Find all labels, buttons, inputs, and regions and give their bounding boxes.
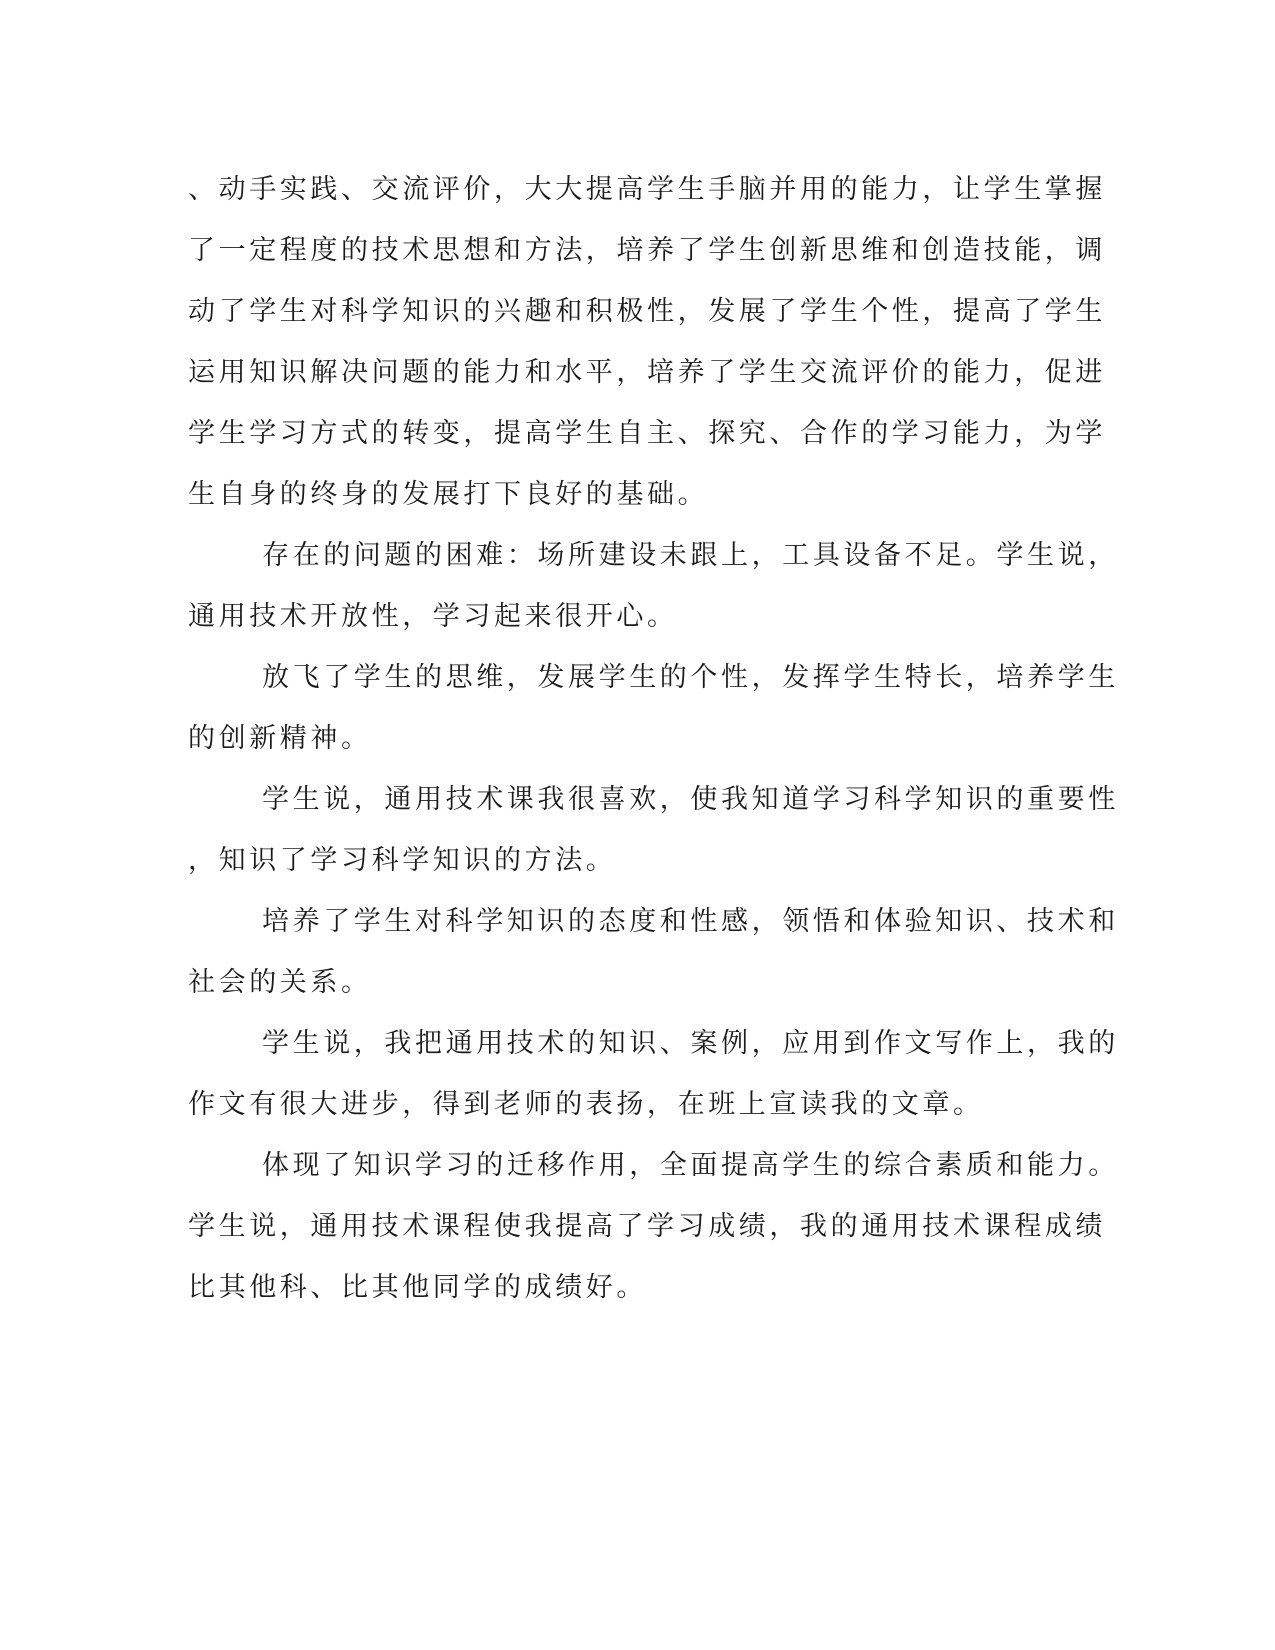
text-line: 的创新精神。 xyxy=(188,723,372,754)
text-line: 学生说，我把通用技术的知识、案例，应用到作文写作上，我的 xyxy=(262,1028,1119,1059)
text-line: 存在的问题的困难：场所建设未跟上，工具设备不足。学生说， xyxy=(262,540,1119,571)
text-line: 比其他科、比其他同学的成绩好。 xyxy=(188,1272,647,1303)
document-body xyxy=(188,159,1119,1318)
text-line: 学生说，通用技术课我很喜欢，使我知道学习科学知识的重要性 xyxy=(262,784,1119,815)
text-line: 学生学习方式的转变，提高学生自主、探究、合作的学习能力，为学 xyxy=(188,418,1106,449)
text-line: 作文有很大进步，得到老师的表扬，在班上宣读我的文章。 xyxy=(188,1089,984,1120)
text-line: 、动手实践、交流评价，大大提高学生手脑并用的能力，让学生掌握 xyxy=(188,174,1106,205)
text-line: ，知识了学习科学知识的方法。 xyxy=(188,845,617,876)
text-line: 通用技术开放性，学习起来很开心。 xyxy=(188,601,678,632)
text-line: 动了学生对科学知识的兴趣和积极性，发展了学生个性，提高了学生 xyxy=(188,296,1106,327)
text-line: 放飞了学生的思维，发展学生的个性，发挥学生特长，培养学生 xyxy=(262,662,1119,693)
text-line: 生自身的终身的发展打下良好的基础。 xyxy=(188,479,709,510)
text-line: 了一定程度的技术思想和方法，培养了学生创新思维和创造技能，调 xyxy=(188,235,1106,266)
text-line: 体现了知识学习的迁移作用，全面提高学生的综合素质和能力。 xyxy=(262,1150,1119,1181)
text-line: 社会的关系。 xyxy=(188,967,372,998)
text-line: 培养了学生对科学知识的态度和性感，领悟和体验知识、技术和 xyxy=(262,906,1119,937)
text-line: 学生说，通用技术课程使我提高了学习成绩，我的通用技术课程成绩 xyxy=(188,1211,1106,1242)
text-line: 运用知识解决问题的能力和水平，培养了学生交流评价的能力，促进 xyxy=(188,357,1106,388)
